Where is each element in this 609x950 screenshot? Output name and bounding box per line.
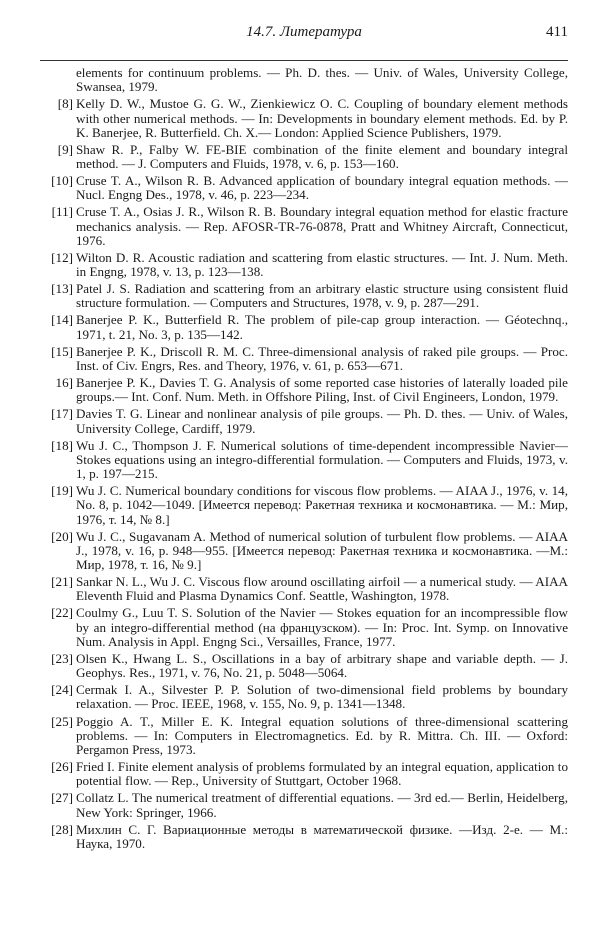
reference-text: Wu J. C., Sugavanam A. Method of numerical solution of turbulent flow problems. — AIAA J., 1978, v. 16, p. 948—955. [Имеется перевод: Ракетная техника и космонавтика. —М.: Мир, 1978, т. 16, № 9.] bbox=[76, 528, 568, 573]
reference-item bbox=[40, 715, 568, 758]
reference-text: Shaw R. P., Falby W. FE-BIE combination of the finite element and boundary integral method. — J. Computers and Fluids, 1978, v. 6, p. 153—160. bbox=[76, 141, 568, 171]
reference-item bbox=[40, 345, 568, 373]
reference-text: Cermak I. A., Silvester P. P. Solution of two-dimensional field problems by boundary relaxation. — Proc. IEEE, 1968, v. 155, No. 9, p. 1341—1348. bbox=[76, 682, 568, 712]
reference-item bbox=[40, 313, 568, 341]
reference-item bbox=[40, 484, 568, 527]
reference-text: Wu J. C., Thompson J. F. Numerical solutions of time-dependent incompressible Navier—Stokes equations using an integro-differential formulation. — Computers and Fluids, 1973, v. 1, p. 197—215. bbox=[76, 437, 568, 482]
page-header bbox=[40, 24, 568, 54]
reference-item bbox=[40, 652, 568, 680]
reference-text: Wilton D. R. Acoustic radiation and scattering from elastic structures. — Int. J. Num. Meth. in Engng, 1978, v. 13, p. 123—138. bbox=[76, 249, 568, 280]
reference-item bbox=[40, 575, 568, 603]
reference-text: Wu J. C. Numerical boundary conditions for viscous flow problems. — AIAA J., 1976, v. 14, No. 8, p. 1042—1049. [Имеется перевод: Ракетная техника и космонавтика. — М.: Мир, 1976, т. 14, № 8.] bbox=[76, 483, 568, 527]
reference-item bbox=[40, 97, 568, 140]
reference-item bbox=[40, 407, 568, 435]
reference-item bbox=[40, 683, 568, 711]
reference-number: [9] bbox=[57, 141, 73, 157]
reference-text: Davies T. G. Linear and nonlinear analysis of pile groups. — Ph. D. thes. — Univ. of Wales, University College, Cardiff, 1979. bbox=[76, 406, 568, 436]
reference-number: [17] bbox=[51, 406, 73, 422]
reference-number: [12] bbox=[51, 249, 73, 265]
reference-number: 16] bbox=[55, 375, 73, 391]
reference-number: [14] bbox=[51, 312, 73, 328]
reference-text: Banerjee P. K., Driscoll R. M. C. Three-dimensional analysis of raked pile groups. — Proc. Inst. of Civ. Engrs, Res. and Theory, 1976, v. 61, p. 653—671. bbox=[76, 343, 568, 373]
reference-text: Fried I. Finite element analysis of problems formulated by an integral equation, application to potential flow. — Rep., University of Stuttgart, October 1968. bbox=[76, 759, 568, 789]
reference-text: Banerjee P. K., Davies T. G. Analysis of some reported case histories of laterally loaded pile groups.— Int. Conf. Num. Meth. in Offshore Piling, Inst. of Civil Engineers, London, 1979. bbox=[76, 375, 568, 405]
reference-number: [18] bbox=[51, 437, 73, 453]
reference-text: Coulmy G., Luu T. S. Solution of the Navier — Stokes equation for an incompressible flow by an integro-differential method (на французском). — In: Proc. Int. Symp. on Innovative Num. Analysis in Appl. Engng Sci., Versailles, France, 1977. bbox=[76, 605, 568, 649]
reference-number: [23] bbox=[51, 650, 73, 666]
reference-number: [21] bbox=[51, 574, 73, 590]
section-title: 14.7. Литература bbox=[246, 24, 362, 40]
reference-text: Kelly D. W., Mustoe G. G. W., Zienkiewicz O. C. Coupling of boundary element methods with other numerical methods. — In: Developments in boundary element methods. Ed. by P. K. Banerjee, R. Butterfield. Ch. X.— London: Applied Science Publishers, 1979. bbox=[76, 96, 568, 140]
reference-number: [10] bbox=[51, 173, 73, 189]
reference-item bbox=[40, 791, 568, 819]
reference-number: [26] bbox=[51, 759, 73, 775]
reference-number: [13] bbox=[51, 281, 73, 297]
reference-number: [22] bbox=[51, 605, 73, 621]
reference-item bbox=[40, 760, 568, 788]
reference-number: [11] bbox=[51, 204, 73, 220]
reference-number: [20] bbox=[51, 528, 73, 544]
reference-text: Cruse T. A., Wilson R. B. Advanced application of boundary integral equation methods. — Nucl. Engng Des., 1978, v. 46, p. 223—234. bbox=[76, 173, 568, 203]
reference-text: Poggio A. T., Miller E. K. Integral equation solutions of three-dimensional scattering problems. — In: Computers in Electromagnetics. Ed. by R. Mittra. Ch. III. — Oxford: Pergamon Press, 1973. bbox=[76, 713, 568, 757]
reference-text: elements for continuum problems. — Ph. D. thes. — Univ. of Wales, University College, Swansea, 1979. bbox=[76, 65, 568, 95]
reference-number: [24] bbox=[51, 682, 73, 698]
reference-text: Patel J. S. Radiation and scattering from an arbitrary elastic structure using consistent fluid structure formulation. — Computers and Structures, 1978, v. 9, p. 287—291. bbox=[76, 281, 568, 311]
reference-item bbox=[40, 282, 568, 310]
reference-list bbox=[40, 66, 568, 854]
reference-number: [8] bbox=[57, 96, 73, 112]
reference-text: Olsen K., Hwang L. S., Oscillations in a bay of arbitrary shape and variable depth. — J. Geophys. Res., 1971, v. 76, No. 21, p. 5048—5064. bbox=[76, 650, 568, 681]
reference-item bbox=[40, 823, 568, 851]
reference-item bbox=[40, 606, 568, 649]
header-rule bbox=[40, 60, 568, 61]
reference-number: [25] bbox=[51, 713, 73, 729]
reference-text: Cruse T. A., Osias J. R., Wilson R. B. Boundary integral equation method for elastic fracture mechanics analysis. — Rep. AFOSR-TR-76-0878, Pratt and Whitney Aircraft, Connecticut, 1976. bbox=[76, 204, 568, 248]
reference-text: Collatz L. The numerical treatment of differential equations. — 3rd ed.— Berlin, Heidelberg, New York: Springer, 1966. bbox=[76, 790, 568, 820]
reference-item bbox=[40, 205, 568, 248]
reference-text: Banerjee P. K., Butterfield R. The problem of pile-cap group interaction. — Géotechnq., 1971, t. 21, No. 3, p. 135—142. bbox=[76, 312, 568, 342]
reference-item bbox=[40, 376, 568, 404]
reference-item bbox=[40, 174, 568, 202]
reference-item bbox=[40, 66, 568, 94]
reference-item bbox=[40, 143, 568, 171]
reference-number: [28] bbox=[51, 821, 73, 837]
reference-text: Sankar N. L., Wu J. C. Viscous flow around oscillating airfoil — a numerical study. — AIAA Eleventh Fluid and Plasma Dynamics Conf. Seattle, Washington, 1978. bbox=[76, 574, 568, 604]
reference-number: [27] bbox=[51, 790, 73, 806]
reference-item bbox=[40, 251, 568, 279]
reference-item bbox=[40, 439, 568, 482]
reference-text: Михлин С. Г. Вариационные методы в математической физике. —Изд. 2-е. — М.: Наука, 1970. bbox=[76, 821, 568, 851]
page-number: 411 bbox=[546, 24, 568, 40]
reference-number: [15] bbox=[51, 343, 73, 359]
reference-item bbox=[40, 530, 568, 573]
reference-number: [19] bbox=[51, 483, 73, 499]
